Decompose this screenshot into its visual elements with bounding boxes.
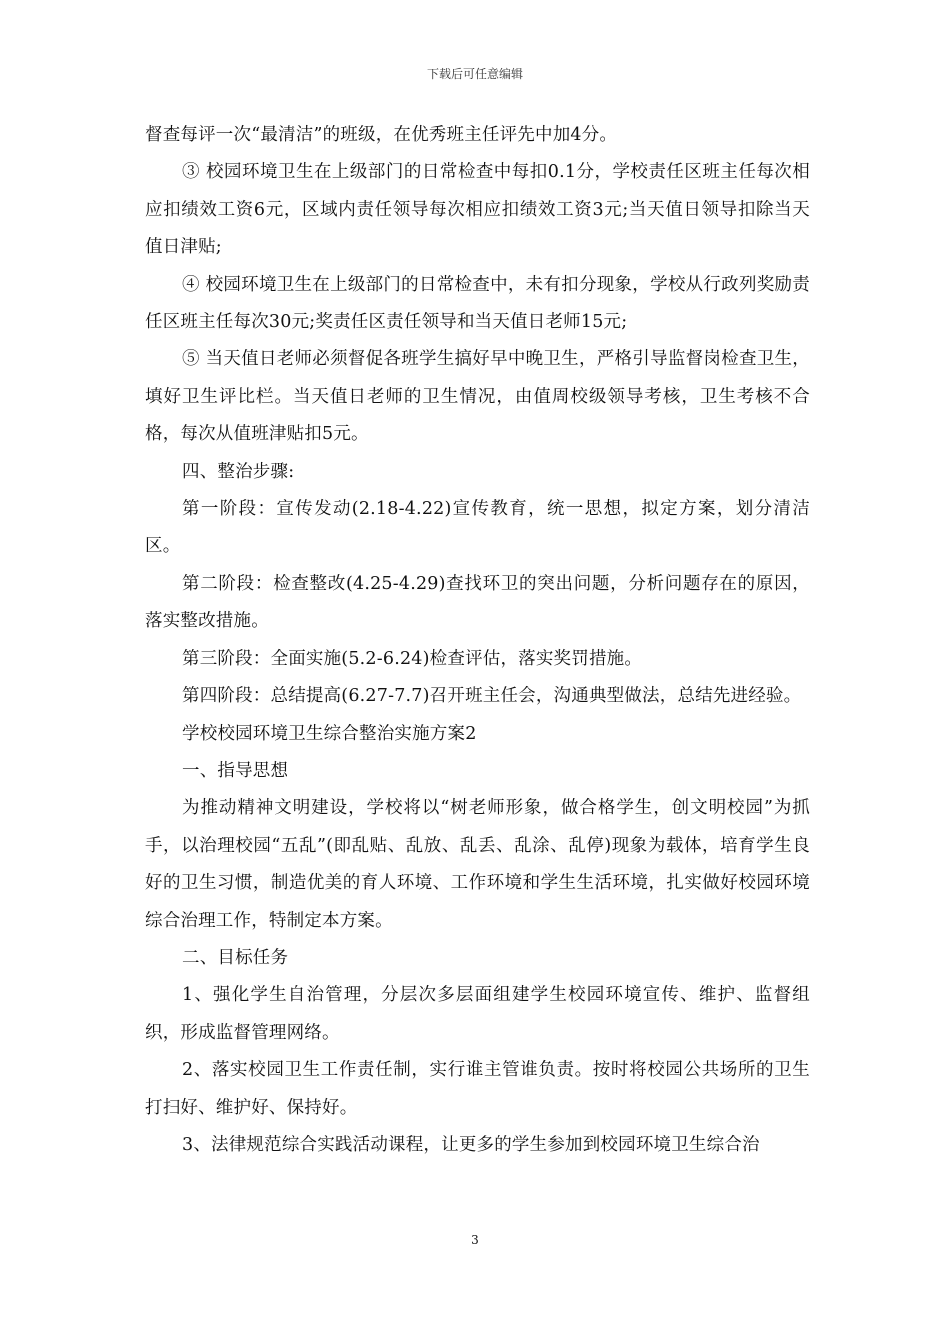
paragraph: ⑤ 当天值日老师必须督促各班学生搞好早中晚卫生，严格引导监督岗检查卫生，填好卫生评比栏。当天值日老师的卫生情况，由值周校级领导考核，卫生考核不合格，每次从值班津贴扣5元。 xyxy=(145,349,810,445)
paragraph: 2、落实校园卫生工作责任制，实行谁主管谁负责。按时将校园公共场所的卫生打扫好、维护好、保持好。 xyxy=(145,1060,810,1118)
paragraph: ③ 校园环境卫生在上级部门的日常检查中每扣0.1分，学校责任区班主任每次相应扣绩效工资6元，区域内责任领导每次相应扣绩效工资3元;当天值日领导扣除当天值日津贴; xyxy=(145,162,810,258)
paragraph: 3、法律规范综合实践活动课程，让更多的学生参加到校园环境卫生综合治 xyxy=(182,1134,760,1155)
paragraph: 第二阶段：检查整改(4.25-4.29)查找环卫的突出问题，分析问题存在的原因，落实整改措施。 xyxy=(145,573,810,632)
paragraph: 1、强化学生自治管理，分层次多层面组建学生校园环境宣传、维护、监督组织，形成监督管理网络。 xyxy=(145,985,810,1043)
paragraph: 四、整治步骤: xyxy=(182,461,295,482)
document-body xyxy=(145,117,810,1164)
paragraph: 一、指导思想 xyxy=(182,760,289,781)
paragraph: 第一阶段：宣传发动(2.18-4.22)宣传教育，统一思想，拟定方案，划分清洁区。 xyxy=(145,499,810,557)
paragraph: 为推动精神文明建设，学校将以“树老师形象，做合格学生，创文明校园”为抓手，以治理校园“五乱”(即乱贴、乱放、乱丢、乱涂、乱停)现象为载体，培育学生良好的卫生习惯，制造优美的育人环境、工作环境和学生生活环境，扎实做好校园环境综合治理工作，特制定本方案。 xyxy=(145,798,810,931)
paragraph: 督查每评一次“最清洁”的班级，在优秀班主任评先中加4分。 xyxy=(145,125,618,145)
paragraph: 第四阶段：总结提高(6.27-7.7)召开班主任会，沟通典型做法，总结先进经验。 xyxy=(182,686,802,707)
page-number: 3 xyxy=(471,1233,479,1247)
paragraph: 学校校园环境卫生综合整治实施方案2 xyxy=(182,723,477,744)
paragraph: 二、目标任务 xyxy=(182,947,289,968)
paragraph: ④ 校园环境卫生在上级部门的日常检查中，未有扣分现象，学校从行政列奖励责任区班主任每次30元;奖责任区责任领导和当天值日老师15元; xyxy=(145,274,810,333)
page-header-note: 下载后可任意编辑 xyxy=(426,67,523,81)
paragraph: 第三阶段：全面实施(5.2-6.24)检查评估，落实奖罚措施。 xyxy=(182,648,643,669)
